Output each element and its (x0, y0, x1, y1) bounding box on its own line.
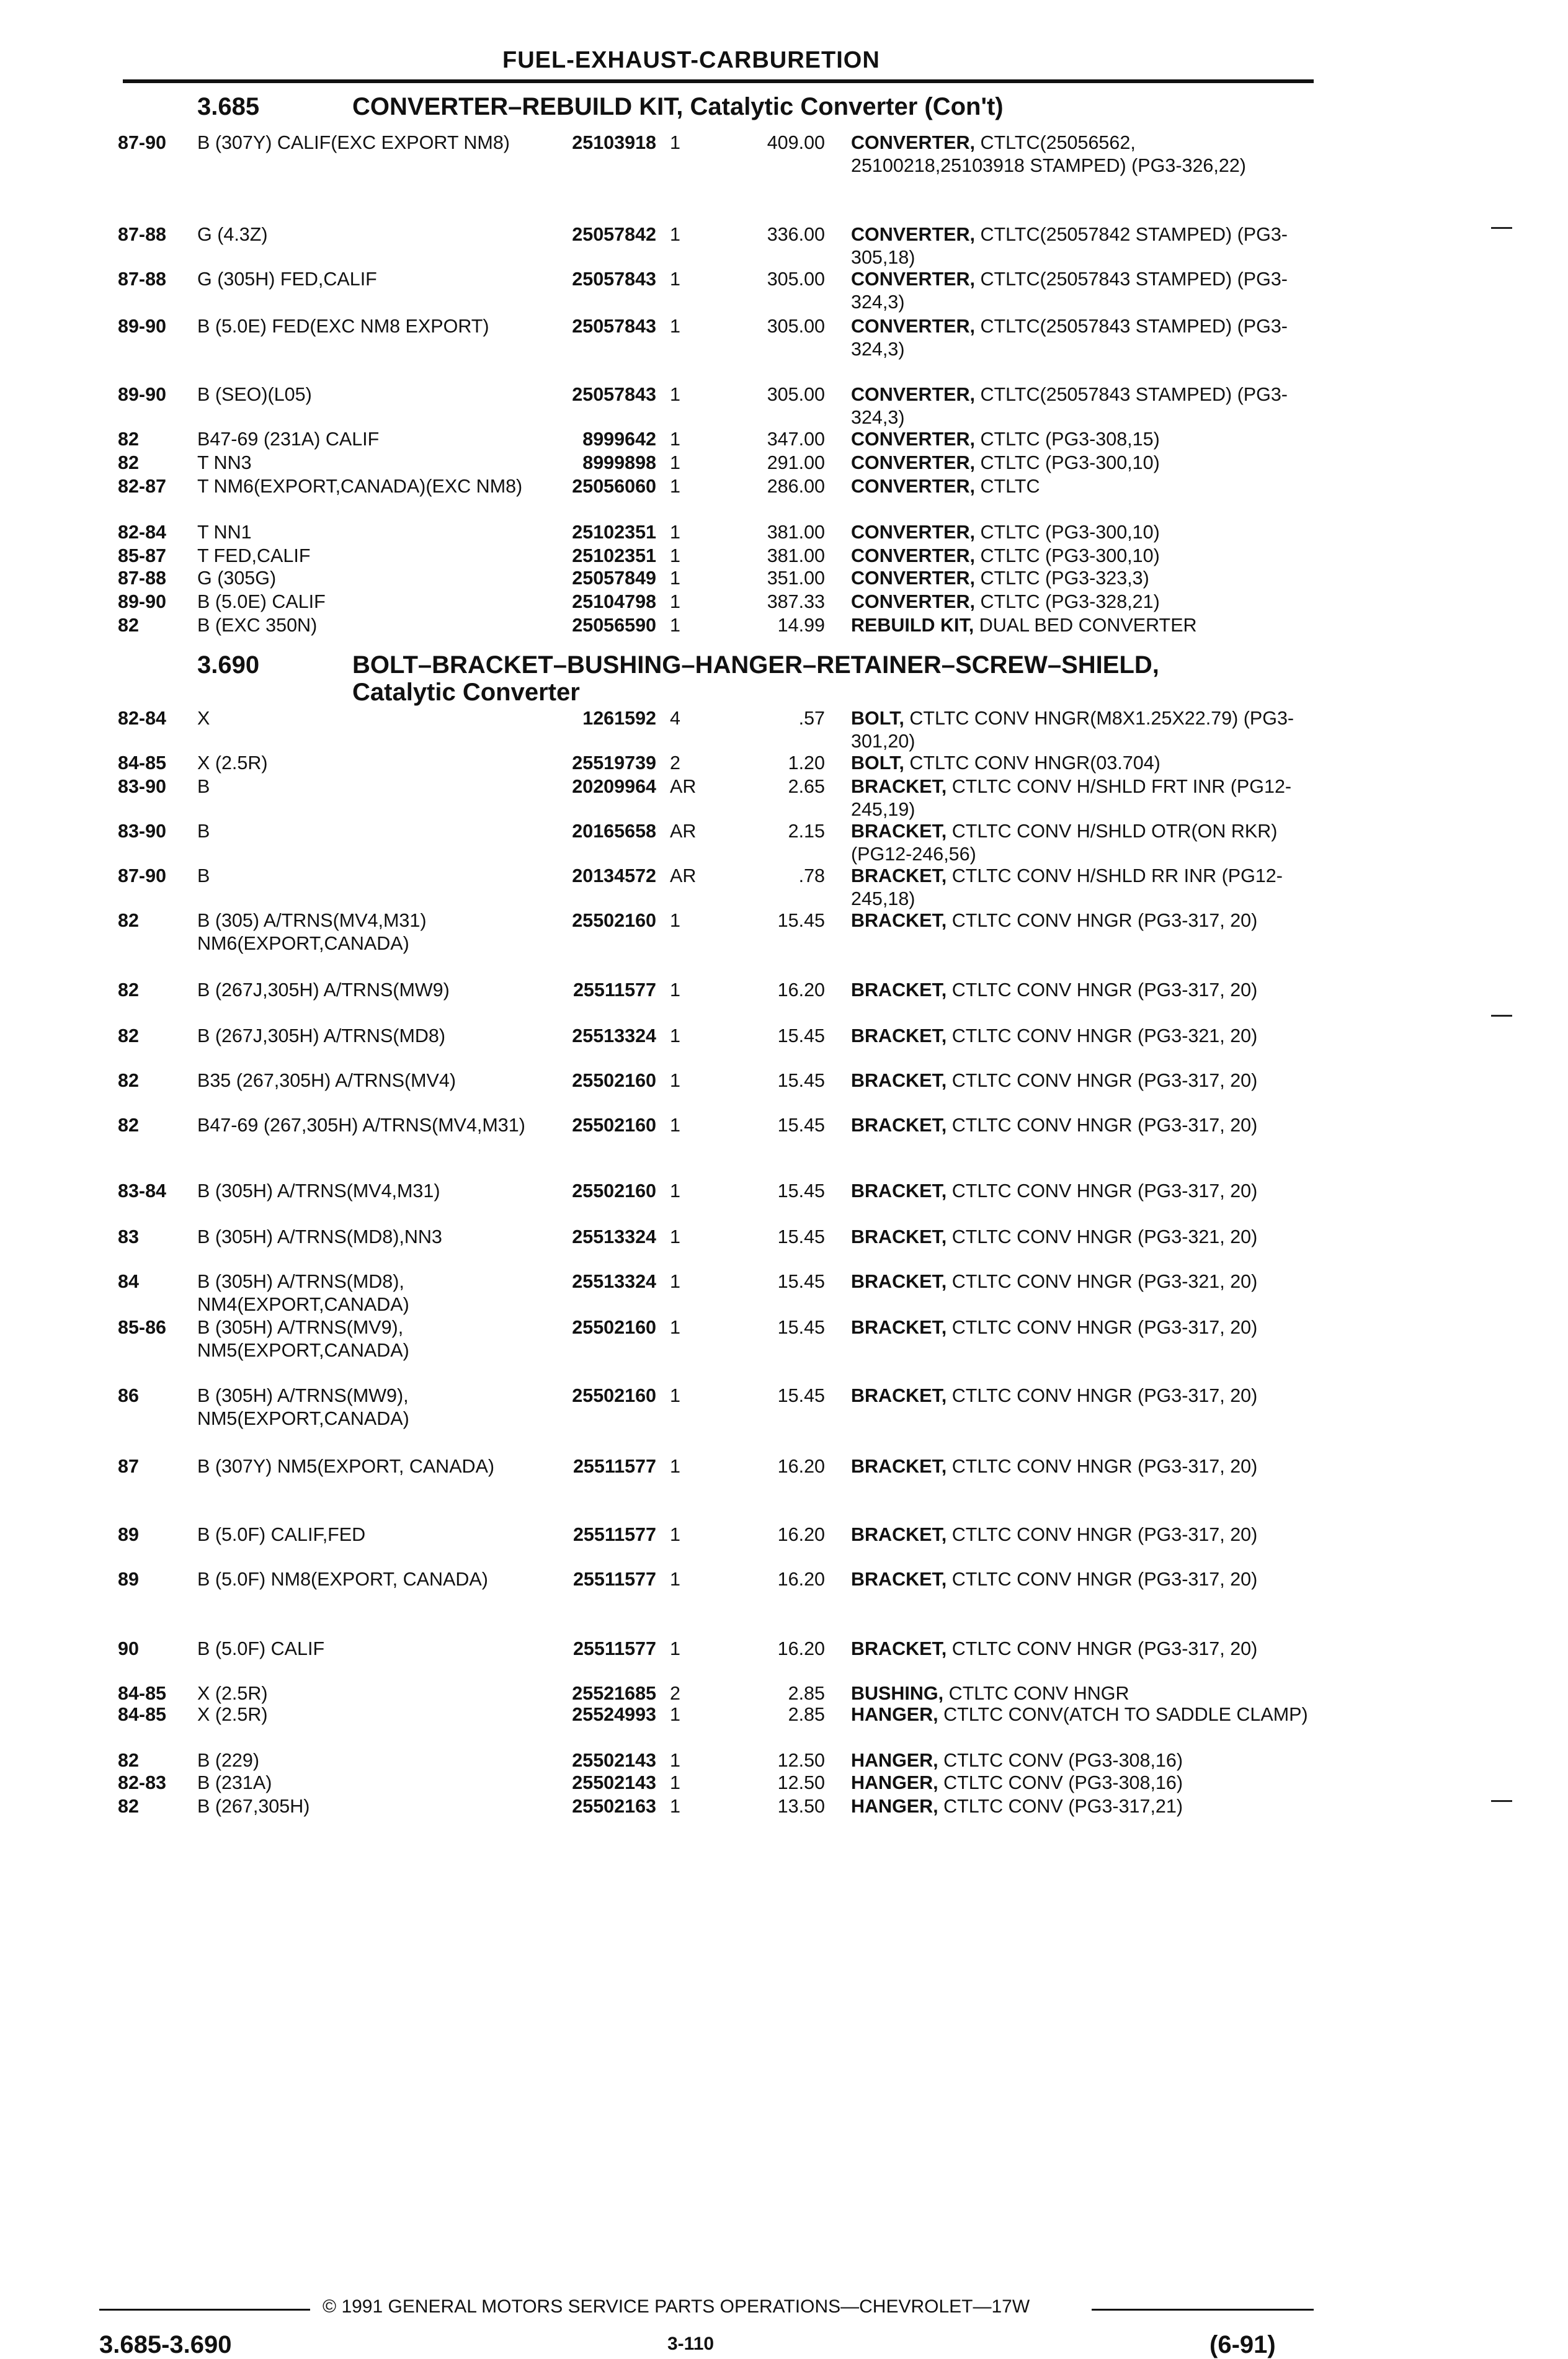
quantity: 1 (670, 568, 680, 589)
price: .57 (798, 708, 825, 729)
part-number: 25104798 (572, 591, 656, 612)
model-years: 82-84 (118, 522, 167, 543)
part-number: 25511577 (572, 1456, 656, 1477)
price: 13.50 (777, 1796, 825, 1817)
section-heading-3690 (197, 651, 1314, 713)
quantity: 1 (670, 1385, 680, 1406)
application: B (EXC 350N) (197, 615, 318, 636)
section-title: CONVERTER–REBUILD KIT, Catalytic Converter (Con't) (352, 93, 1004, 120)
part-number: 25513324 (572, 1226, 656, 1247)
application: B (229) (197, 1750, 260, 1771)
part-number: 25513324 (572, 1271, 656, 1292)
model-years: 82 (118, 1115, 139, 1136)
application: B (307Y) CALIF(EXC EXPORT NM8) (197, 132, 510, 153)
part-number: 25519739 (572, 752, 656, 774)
part-description: CONVERTER, CTLTC(25056562, 25100218,25103918 STAMPED) (PG3-326,22) (851, 132, 1246, 176)
part-number: 25511577 (572, 1524, 656, 1545)
part-number: 25511577 (572, 979, 656, 1001)
quantity: 1 (670, 1796, 680, 1817)
quantity: 1 (670, 1750, 680, 1771)
application: B (5.0F) CALIF (197, 1638, 325, 1659)
application: B (305H) A/TRNS(MD8), NM4(EXPORT,CANADA) (197, 1271, 409, 1315)
quantity: 1 (670, 132, 680, 153)
quantity: 2 (670, 752, 680, 774)
application: G (305H) FED,CALIF (197, 269, 377, 290)
model-years: 87-88 (118, 224, 167, 245)
application: B (197, 821, 210, 842)
part-description: BRACKET, CTLTC CONV HNGR (PG3-321, 20) (851, 1271, 1258, 1292)
price: 15.45 (777, 1385, 825, 1406)
part-description: BUSHING, CTLTC CONV HNGR (851, 1683, 1129, 1704)
application: B (305H) A/TRNS(MW9), NM5(EXPORT,CANADA) (197, 1385, 409, 1429)
price: 15.45 (777, 910, 825, 931)
quantity: 1 (670, 522, 680, 543)
model-years: 89-90 (118, 591, 167, 612)
quantity: 1 (670, 224, 680, 245)
price: 351.00 (767, 568, 825, 589)
section-subtitle: Catalytic Converter (352, 679, 580, 706)
application: B (SEO)(L05) (197, 384, 312, 405)
application: B (5.0F) CALIF,FED (197, 1524, 366, 1545)
copyright-line: © 1991 GENERAL MOTORS SERVICE PARTS OPERATIONS—CHEVROLET—17W (323, 2296, 1030, 2317)
part-description: CONVERTER, CTLTC (PG3-323,3) (851, 568, 1149, 589)
model-years: 82-87 (118, 476, 167, 497)
price: 14.99 (777, 615, 825, 636)
model-years: 86 (118, 1385, 139, 1406)
model-years: 82 (118, 452, 139, 473)
part-description: BRACKET, CTLTC CONV HNGR (PG3-317, 20) (851, 1569, 1258, 1590)
part-number: 25502143 (572, 1750, 656, 1771)
application: B (197, 865, 210, 886)
model-years: 85-87 (118, 545, 167, 566)
part-description: BRACKET, CTLTC CONV HNGR (PG3-317, 20) (851, 1385, 1258, 1406)
quantity: 1 (670, 1115, 680, 1136)
price: 2.85 (788, 1704, 825, 1725)
quantity: 1 (670, 1317, 680, 1338)
quantity: AR (670, 776, 697, 797)
quantity: 1 (670, 452, 680, 473)
model-years: 82 (118, 1070, 139, 1091)
part-description: BOLT, CTLTC CONV HNGR(M8X1.25X22.79) (PG3-301,20) (851, 708, 1294, 752)
part-description: HANGER, CTLTC CONV(ATCH TO SADDLE CLAMP) (851, 1704, 1308, 1725)
model-years: 89-90 (118, 316, 167, 337)
model-years: 89 (118, 1569, 139, 1590)
model-years: 82 (118, 910, 139, 931)
part-number: 25502160 (572, 910, 656, 931)
part-description: HANGER, CTLTC CONV (PG3-317,21) (851, 1796, 1183, 1817)
application: B (305H) A/TRNS(MD8),NN3 (197, 1226, 442, 1247)
quantity: 1 (670, 1070, 680, 1091)
model-years: 83-90 (118, 821, 167, 842)
part-description: CONVERTER, CTLTC (PG3-300,10) (851, 452, 1160, 473)
part-description: BRACKET, CTLTC CONV HNGR (PG3-317, 20) (851, 979, 1258, 1001)
application: T NN3 (197, 452, 252, 473)
part-description: CONVERTER, CTLTC (PG3-300,10) (851, 522, 1160, 543)
price: 15.45 (777, 1070, 825, 1091)
part-number: 25511577 (572, 1638, 656, 1659)
model-years: 87-90 (118, 132, 167, 153)
part-number: 25513324 (572, 1025, 656, 1046)
margin-mark (1491, 227, 1512, 229)
quantity: 1 (670, 1456, 680, 1477)
application: X (197, 708, 210, 729)
part-number: 25521685 (572, 1683, 656, 1704)
part-number: 25057849 (572, 568, 656, 589)
application: B35 (267,305H) A/TRNS(MV4) (197, 1070, 456, 1091)
price: 381.00 (767, 522, 825, 543)
price: 2.65 (788, 776, 825, 797)
part-description: CONVERTER, CTLTC(25057843 STAMPED) (PG3-324,3) (851, 316, 1288, 360)
model-years: 84-85 (118, 1704, 167, 1725)
price: 12.50 (777, 1750, 825, 1771)
price: 286.00 (767, 476, 825, 497)
part-description: CONVERTER, CTLTC (PG3-328,21) (851, 591, 1160, 612)
price: 387.33 (767, 591, 825, 612)
part-description: BRACKET, CTLTC CONV H/SHLD OTR(ON RKR) (PG12-246,56) (851, 821, 1278, 865)
application: B (305H) A/TRNS(MV4,M31) (197, 1180, 440, 1202)
application: B47-69 (267,305H) A/TRNS(MV4,M31) (197, 1115, 525, 1136)
part-number: 25502143 (572, 1772, 656, 1793)
model-years: 82-83 (118, 1772, 167, 1793)
page-header-title: FUEL-EXHAUST-CARBURETION (502, 47, 880, 73)
price: 305.00 (767, 316, 825, 337)
application: X (2.5R) (197, 1704, 268, 1725)
section-number: 3.690 (197, 651, 260, 679)
part-number: 25057842 (572, 224, 656, 245)
price: 2.85 (788, 1683, 825, 1704)
price: 16.20 (777, 1638, 825, 1659)
part-number: 25056060 (572, 476, 656, 497)
quantity: 1 (670, 1180, 680, 1202)
model-years: 87-88 (118, 269, 167, 290)
application: G (305G) (197, 568, 277, 589)
model-years: 82 (118, 979, 139, 1001)
part-number: 25502163 (572, 1796, 656, 1817)
model-years: 89 (118, 1524, 139, 1545)
part-description: BRACKET, CTLTC CONV HNGR (PG3-317, 20) (851, 1070, 1258, 1091)
price: 291.00 (767, 452, 825, 473)
application: B (307Y) NM5(EXPORT, CANADA) (197, 1456, 495, 1477)
application: B (267,305H) (197, 1796, 310, 1817)
application: B (305) A/TRNS(MV4,M31) NM6(EXPORT,CANADA) (197, 910, 427, 954)
part-number: 8999642 (582, 429, 656, 450)
price: 16.20 (777, 1456, 825, 1477)
model-years: 87-90 (118, 865, 167, 886)
application: G (4.3Z) (197, 224, 268, 245)
application: B (5.0F) NM8(EXPORT, CANADA) (197, 1569, 488, 1590)
section-title: BOLT–BRACKET–BUSHING–HANGER–RETAINER–SCREW–SHIELD, (352, 651, 1159, 679)
part-description: REBUILD KIT, DUAL BED CONVERTER (851, 615, 1197, 636)
application: B (305H) A/TRNS(MV9), NM5(EXPORT,CANADA) (197, 1317, 409, 1361)
price: 15.45 (777, 1226, 825, 1247)
footer-rule-left (99, 2309, 310, 2311)
application: T NM6(EXPORT,CANADA)(EXC NM8) (197, 476, 523, 497)
quantity: 1 (670, 1271, 680, 1292)
section-range: 3.685-3.690 (99, 2331, 232, 2358)
model-years: 82-84 (118, 708, 167, 729)
quantity: 1 (670, 591, 680, 612)
part-number: 25511577 (572, 1569, 656, 1590)
model-years: 82 (118, 1750, 139, 1771)
part-number: 25057843 (572, 384, 656, 405)
price: 16.20 (777, 1569, 825, 1590)
quantity: 1 (670, 316, 680, 337)
part-number: 20134572 (572, 865, 656, 886)
model-years: 83-84 (118, 1180, 167, 1202)
model-years: 89-90 (118, 384, 167, 405)
price: 305.00 (767, 269, 825, 290)
quantity: 1 (670, 1226, 680, 1247)
part-number: 20209964 (572, 776, 656, 797)
quantity: 1 (670, 910, 680, 931)
quantity: 1 (670, 979, 680, 1001)
model-years: 82 (118, 429, 139, 450)
model-years: 87-88 (118, 568, 167, 589)
section-number: 3.685 (197, 93, 260, 120)
part-number: 25057843 (572, 269, 656, 290)
quantity: 4 (670, 708, 680, 729)
quantity: 2 (670, 1683, 680, 1704)
price: .78 (798, 865, 825, 886)
part-description: CONVERTER, CTLTC (PG3-308,15) (851, 429, 1160, 450)
page-number: 3-110 (667, 2334, 715, 2354)
application: B (267J,305H) A/TRNS(MW9) (197, 979, 450, 1001)
model-years: 82 (118, 615, 139, 636)
part-description: HANGER, CTLTC CONV (PG3-308,16) (851, 1772, 1183, 1793)
price: 15.45 (777, 1025, 825, 1046)
revision-date: (6-91) (1209, 2331, 1276, 2358)
part-description: BRACKET, CTLTC CONV HNGR (PG3-317, 20) (851, 1115, 1258, 1136)
part-description: BRACKET, CTLTC CONV H/SHLD FRT INR (PG12-245,19) (851, 776, 1292, 820)
quantity: 1 (670, 1569, 680, 1590)
part-description: CONVERTER, CTLTC (851, 476, 1040, 497)
section-heading-3685 (197, 93, 1314, 124)
model-years: 84-85 (118, 752, 167, 774)
part-description: BRACKET, CTLTC CONV HNGR (PG3-321, 20) (851, 1226, 1258, 1247)
part-description: BOLT, CTLTC CONV HNGR(03.704) (851, 752, 1160, 774)
margin-mark (1491, 1800, 1512, 1802)
model-years: 84 (118, 1271, 139, 1292)
quantity: AR (670, 821, 697, 842)
model-years: 83 (118, 1226, 139, 1247)
part-description: BRACKET, CTLTC CONV HNGR (PG3-317, 20) (851, 1180, 1258, 1202)
application: T FED,CALIF (197, 545, 311, 566)
part-number: 25102351 (572, 545, 656, 566)
price: 305.00 (767, 384, 825, 405)
part-description: BRACKET, CTLTC CONV HNGR (PG3-317, 20) (851, 1317, 1258, 1338)
margin-mark (1491, 1015, 1512, 1017)
part-number: 25102351 (572, 522, 656, 543)
price: 15.45 (777, 1317, 825, 1338)
quantity: 1 (670, 1704, 680, 1725)
part-number: 25502160 (572, 1317, 656, 1338)
part-description: BRACKET, CTLTC CONV HNGR (PG3-321, 20) (851, 1025, 1258, 1046)
quantity: 1 (670, 1772, 680, 1793)
part-description: CONVERTER, CTLTC(25057843 STAMPED) (PG3-324,3) (851, 269, 1288, 313)
part-description: BRACKET, CTLTC CONV HNGR (PG3-317, 20) (851, 1524, 1258, 1545)
part-number: 1261592 (582, 708, 656, 729)
part-description: BRACKET, CTLTC CONV HNGR (PG3-317, 20) (851, 1638, 1258, 1659)
part-description: BRACKET, CTLTC CONV H/SHLD RR INR (PG12-245,18) (851, 865, 1283, 909)
quantity: AR (670, 865, 697, 886)
part-number: 25524993 (572, 1704, 656, 1725)
part-number: 25502160 (572, 1385, 656, 1406)
model-years: 87 (118, 1456, 139, 1477)
part-description: BRACKET, CTLTC CONV HNGR (PG3-317, 20) (851, 1456, 1258, 1477)
price: 16.20 (777, 1524, 825, 1545)
part-description: BRACKET, CTLTC CONV HNGR (PG3-317, 20) (851, 910, 1258, 931)
price: 381.00 (767, 545, 825, 566)
part-number: 25103918 (572, 132, 656, 153)
part-description: CONVERTER, CTLTC (PG3-300,10) (851, 545, 1160, 566)
price: 16.20 (777, 979, 825, 1001)
model-years: 90 (118, 1638, 139, 1659)
part-number: 25502160 (572, 1115, 656, 1136)
application: B (197, 776, 210, 797)
part-number: 25502160 (572, 1070, 656, 1091)
price: 12.50 (777, 1772, 825, 1793)
quantity: 1 (670, 1524, 680, 1545)
price: 15.45 (777, 1115, 825, 1136)
part-description: CONVERTER, CTLTC(25057843 STAMPED) (PG3-324,3) (851, 384, 1288, 428)
model-years: 84-85 (118, 1683, 167, 1704)
application: X (2.5R) (197, 752, 268, 774)
footer-rule-right (1092, 2309, 1314, 2311)
price: 1.20 (788, 752, 825, 774)
part-number: 8999898 (582, 452, 656, 473)
quantity: 1 (670, 615, 680, 636)
model-years: 85-86 (118, 1317, 167, 1338)
quantity: 1 (670, 269, 680, 290)
part-number: 25057843 (572, 316, 656, 337)
price: 347.00 (767, 429, 825, 450)
part-description: HANGER, CTLTC CONV (PG3-308,16) (851, 1750, 1183, 1771)
part-number: 20165658 (572, 821, 656, 842)
header-rule (123, 79, 1314, 83)
price: 336.00 (767, 224, 825, 245)
application: B (231A) (197, 1772, 272, 1793)
application: B47-69 (231A) CALIF (197, 429, 380, 450)
quantity: 1 (670, 1638, 680, 1659)
model-years: 83-90 (118, 776, 167, 797)
quantity: 1 (670, 384, 680, 405)
quantity: 1 (670, 545, 680, 566)
application: X (2.5R) (197, 1683, 268, 1704)
quantity: 1 (670, 476, 680, 497)
application: B (5.0E) CALIF (197, 591, 326, 612)
application: B (5.0E) FED(EXC NM8 EXPORT) (197, 316, 489, 337)
price: 409.00 (767, 132, 825, 153)
model-years: 82 (118, 1796, 139, 1817)
quantity: 1 (670, 1025, 680, 1046)
application: T NN1 (197, 522, 252, 543)
model-years: 82 (118, 1025, 139, 1046)
quantity: 1 (670, 429, 680, 450)
part-number: 25502160 (572, 1180, 656, 1202)
part-description: CONVERTER, CTLTC(25057842 STAMPED) (PG3-305,18) (851, 224, 1288, 268)
application: B (267J,305H) A/TRNS(MD8) (197, 1025, 445, 1046)
price: 15.45 (777, 1180, 825, 1202)
price: 15.45 (777, 1271, 825, 1292)
part-number: 25056590 (572, 615, 656, 636)
price: 2.15 (788, 821, 825, 842)
